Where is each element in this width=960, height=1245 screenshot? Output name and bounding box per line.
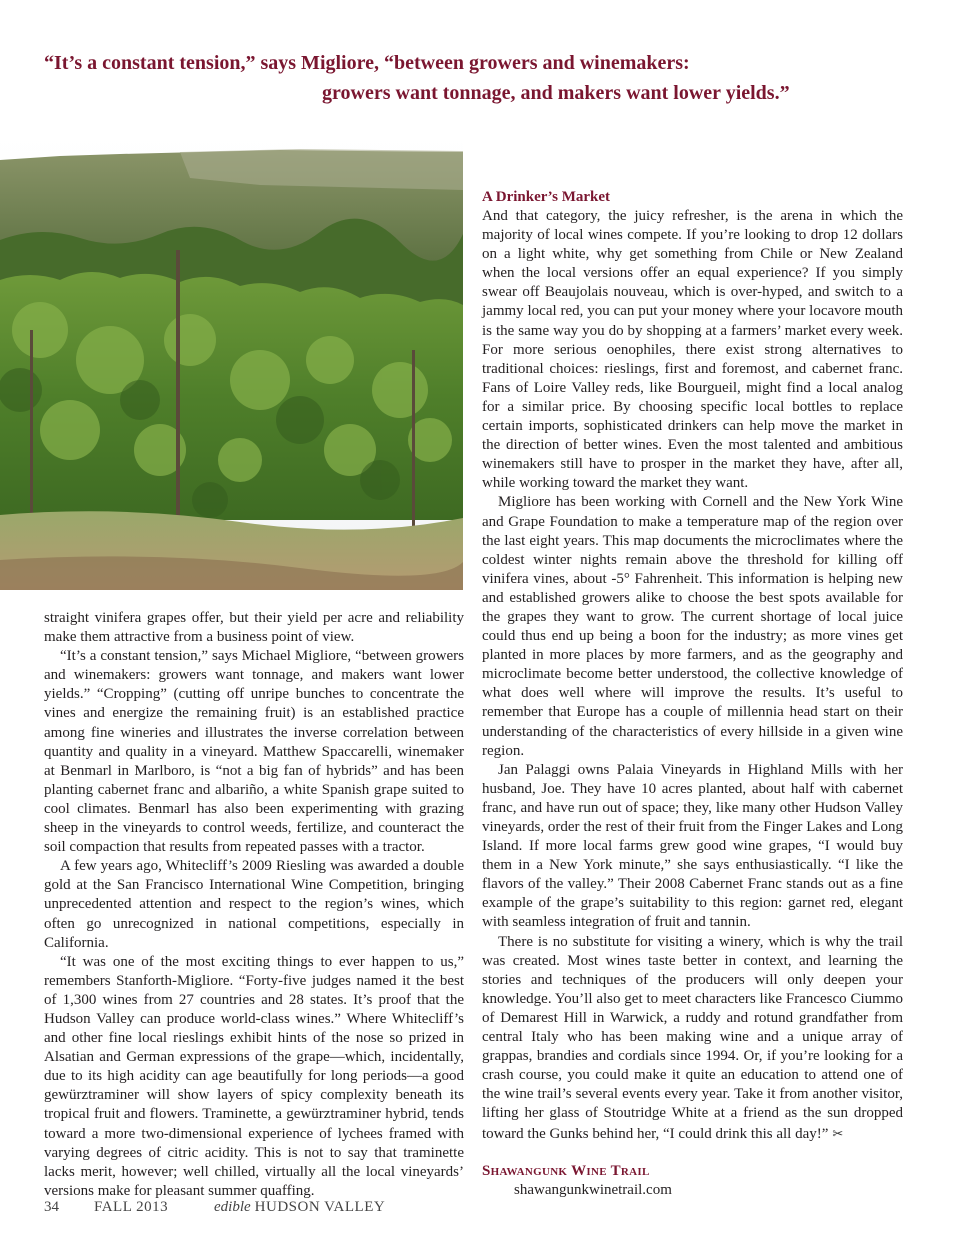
section-heading: A Drinker’s Market: [482, 189, 611, 205]
right-column: [482, 188, 903, 1200]
page-footer: [44, 1199, 385, 1216]
magazine-name-italic: edible: [214, 1199, 251, 1215]
pull-quote-line-2: growers want tonnage, and makers want lower yields.”: [322, 82, 790, 104]
vineyard-photo-illustration: [0, 130, 463, 590]
vineyard-photo: [0, 130, 463, 590]
right-paragraph-3: Jan Palaggi owns Palaia Vineyards in Highland Mills with her husband, Joe. They have 10 acres planted, about half with cabernet franc, and have run out of space; they, like many other Hudson Valley vineyards, order the rest of their fruit from the Finger Lakes and Long Island. If more local farms grew good wine grapes, “I would buy them in a New York minute,” she says enthusiastically. “I like the flavors of the valley.” Their 2008 Cabernet Franc stands out as a fine example of the grape’s suitability to this region: garnet red, elegant with seamless integration of fruit and tannin.: [482, 761, 903, 931]
right-paragraph-2: Migliore has been working with Cornell and the New York Wine and Grape Foundation to make a temperature map of the region over the last eight years. This map documents the microclimates where the coldest winter nights remain above the threshold for killing off vinifera vines, about -5° Fahrenheit. This information is helping new and established growers alike to choose the best spots available for the grapes they want to grow. The current shortage of local juice could thus end up being a boon for the industry; as more vines get planted in more places by more farmers, and as the geography and microclimate become better understood, the collective knowledge of what does well where will improve the results. It’s useful to remember that Europe has a couple of millennia head start on their understanding of the characteristics of every hillside in a given wine region.: [482, 494, 903, 759]
magazine-name: HUDSON VALLEY: [254, 1199, 386, 1215]
end-mark-icon: ✂: [832, 1125, 844, 1141]
pull-quote-line-1: “It’s a constant tension,” says Migliore, “between growers and winemakers:: [44, 52, 690, 74]
left-paragraph-1: straight vinifera grapes offer, but their yield per acre and reliability make them attractive from a business point of view.: [44, 610, 464, 646]
right-paragraph-4: [482, 933, 903, 1144]
trail-heading: Shawangunk Wine Trail: [482, 1162, 650, 1179]
issue-season: FALL 2013: [94, 1199, 169, 1215]
left-paragraph-3: A few years ago, Whitecliff’s 2009 Riesling was awarded a double gold at the San Francisco International Wine Competition, bringing unprecedented attention and respect to the region’s wines, which often go unrecognized in national competitions, especially in California.: [44, 858, 464, 951]
page-number: 34: [44, 1199, 59, 1215]
right-paragraph-4-text: There is no substitute for visiting a winery, which is why the trail was created. Most wines taste better in context, and learning the stories and techniques of the producers will only deepen your knowledge. You’ll also get to meet characters like Francesco Ciummo of Demarest Hill in Warwick, a ruddy and rotund grandfather from central Italy who has been making wine and a unique array of grappas, brandies and cordials since 1994. Or, if you’re looking for a crash course, you could make it quite an education to attend one of the wine trail’s several events every year. Take it from another visitor, lifting her glass of Stoutridge White at a friend as the sun dropped toward the Gunks behind her, “I could drink this all day!”: [482, 933, 903, 1142]
left-paragraph-2: “It’s a constant tension,” says Michael Migliore, “between growers and winemakers: growers want tonnage, and makers want lower yields.” “Cropping” (cutting off unripe bunches to concentrate the vines and energize the remaining fruit) is an established practice among fine wineries and illustrates the inverse correlation between quantity and quality in a vineyard. Matthew Spaccarelli, winemaker at Benmarl in Marlboro, is “not a big fan of hybrids” and has been planting cabernet franc and albariño, a white Spanish grape suited to cool climates. Benmarl has also been experimenting with grazing sheep in the vineyards to control weeds, fertilize, and counteract the soil compaction that results from repeated passes with a tractor.: [44, 648, 464, 856]
left-column: [44, 609, 464, 1201]
trail-url[interactable]: shawangunkwinetrail.com: [514, 1181, 672, 1198]
left-paragraph-4: “It was one of the most exciting things to ever happen to us,” remembers Stanforth-Migliore. “Forty-five judges named it the best of 1,300 wines from 27 countries and 28 states. It’s proof that the Hudson Valley can produce world-class wines.” Where Whitecliff’s and other fine local rieslings exhibit hints of the nose so prized in Alsatian and German expressions of the grape—which, incidentally, due to its high acidity can age beautifully for long periods—a good gewürztraminer will show layers of spicy complexity beneath its tropical fruit and flowers. Traminette, a gewürztraminer hybrid, tends toward a more two-dimensional experience of lychees framed with varying degrees of citric acidity. This is not to say that traminette lacks merit, however; well chilled, virtually all the local vineyards’ versions make for pleasant summer quaffing.: [44, 953, 464, 1199]
right-paragraph-1: And that category, the juicy refresher, is the arena in which the majority of local wines compete. If you’re looking to drop 12 dollars on a light white, why get something from Chile or New Zealand when the local versions offer an equal experience? If you simply swear off Beaujolais nouveau, which is over-hyped, and switch to a jammy local red, you can put your money where your locavore mouth is the same way you do by shopping at a farmers’ market every week. For more serious oenophiles, there exist strong alternatives to traditional choices: rieslings, first and foremost, and cabernet franc. Fans of Loire Valley reds, like Bourgueil, might find a local analog for a similar price. By choosing specific local bottles to replace certain imports, sophisticated drinkers can help move the market in the direction of better wines. Even the most talented and ambitious winemakers still have to prosper in the market they have, after all, while working toward the market they want.: [482, 208, 903, 492]
